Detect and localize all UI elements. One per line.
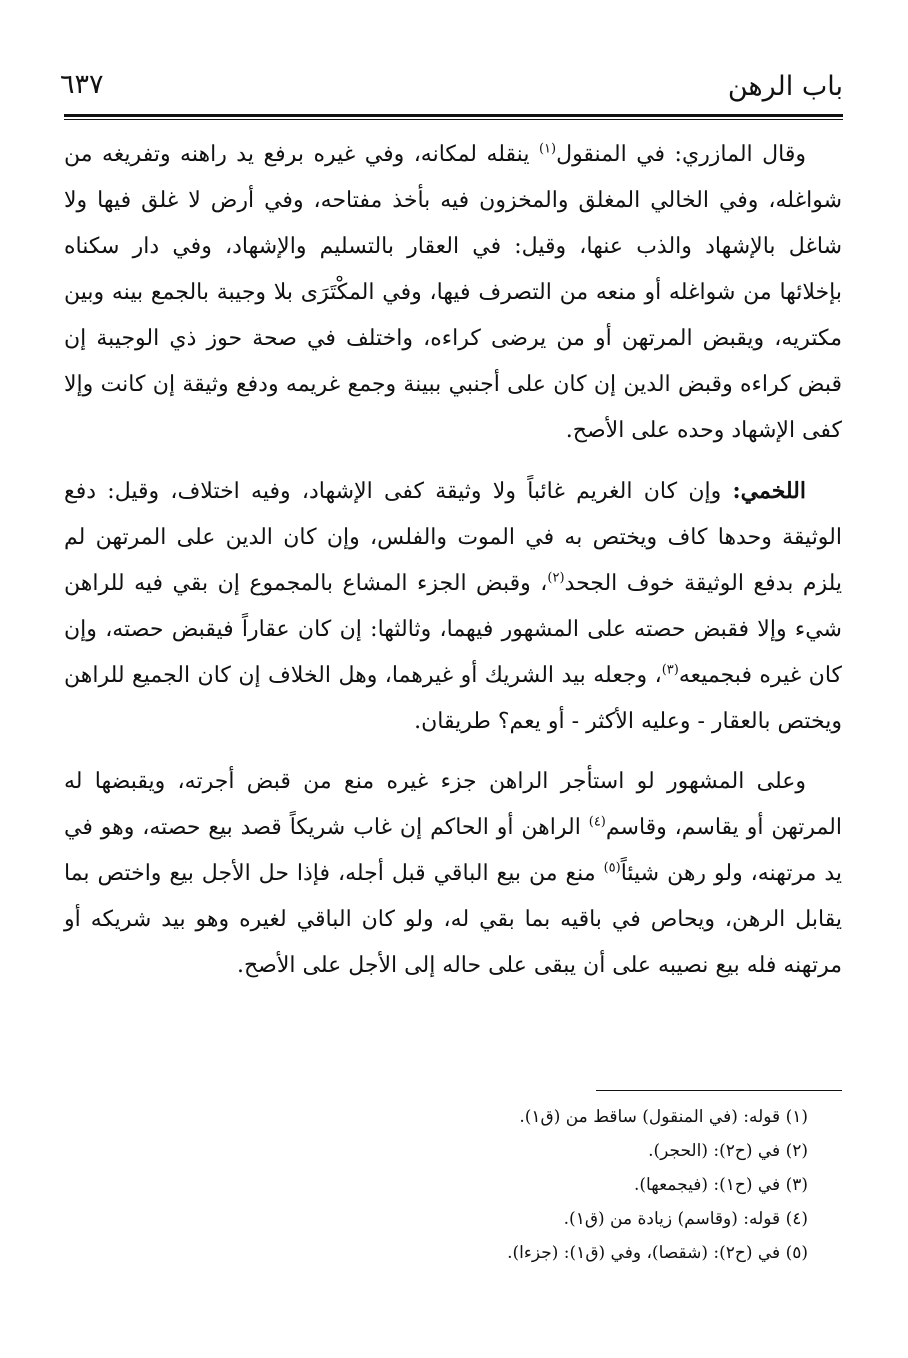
paragraph-2-text-b: ، وقبض الجزء المشاع بالمجموع إن بقي فيه للراهن شيء وإلا فقبض حصته على المشهور فيهما، وثالثها: إن كان عقاراً فيقبض حصته، وإن كان غيره فبجميعه: [64, 571, 842, 688]
paragraph-2: [64, 468, 842, 745]
paragraph-2-text-c: ، وجعله بيد الشريك أو غيرهما، وهل الخلاف إن كان الجميع للراهن ويختص بالعقار - وعليه الأكثر - أو يعم؟ طريقان.: [64, 663, 842, 734]
footnote-ref-4[interactable]: (٤): [588, 814, 606, 830]
footnote-5: (٥) في (ح٢): (شقصا)، وفي (ق١): (جزءا).: [507, 1243, 808, 1263]
footnote-ref-5[interactable]: (٥): [603, 860, 621, 876]
footnote-3: (٣) في (ح١): (فيجمعها).: [634, 1175, 808, 1195]
paragraph-3-text-b: الراهن أو الحاكم إن غاب شريكاً قصد بيع حصته، وهو في يد مرتهنه، ولو رهن شيئاً: [64, 815, 842, 886]
footnote-2: (٢) في (ح٢): (الحجر).: [648, 1141, 808, 1161]
footnote-1: (١) قوله: (في المنقول) ساقط من (ق١).: [519, 1107, 808, 1127]
footnote-ref-3[interactable]: (٣): [661, 662, 679, 678]
main-text: [64, 132, 842, 989]
paragraph-2-text-a: وإن كان الغريم غائباً ولا وثيقة كفى الإشهاد، وفيه اختلاف، وقيل: دفع الوثيقة وحدها كاف ويختص به في الموت والفلس، وإن كان الدين على المرتهن لم يلزم بدفع الوثيقة خوف الجحد: [64, 479, 842, 596]
page-number: ٦٣٧: [60, 69, 104, 100]
chapter-title: باب الرهن: [727, 71, 843, 102]
footnotes: [260, 1100, 808, 1270]
paragraph-1-text-b: ينقله لمكانه، وفي غيره برفع يد راهنه وتفريغه من شواغله، وفي الخالي المغلق والمخزون فيه بأخذ مفتاحه، وفي أرض لا غلق فيها ولا شاغل بالإشهاد والذب عنها، وقيل: في العقار بالتسليم والإشهاد، وفي دار سكناه بإخلائها من شواغله أو منعه من التصرف فيها، وفي المكْتَرَى بلا وجيبة بالجمع بينه وبين مكتريه، ويقبض المرتهن أو من يرضى كراءه، واختلف في صحة حوز ذي الوجيبة إن قبض كراءه وقبض الدين إن كان على أجنبي ببينة وجمع غريمه ودفع وثيقة إن كانت وإلا كفى الإشهاد وحده على الأصح.: [64, 142, 842, 443]
paragraph-2-lead: اللخمي:: [732, 478, 806, 504]
running-header: [60, 62, 843, 112]
footnote-4: (٤) قوله: (وقاسم) زيادة من (ق١).: [563, 1209, 808, 1229]
paragraph-3: [64, 759, 842, 989]
paragraph-3-text-a: وعلى المشهور لو استأجر الراهن جزء غيره منع من قبض أجرته، ويقبضها له المرتهن أو يقاسم، وقاسم: [64, 769, 842, 840]
paragraph-1-text-a: وقال المازري: في المنقول: [556, 142, 806, 167]
footnote-ref-1[interactable]: (١): [538, 141, 557, 157]
header-divider: [64, 114, 843, 120]
paragraph-1: [64, 132, 842, 454]
paragraph-3-text-c: منع من بيع الباقي قبل أجله، فإذا حل الأجل بيع واختص بما يقابل الرهن، ويحاص في باقيه بما بقي له، ولو كان الباقي لغيره وهو بيد شريكه أو مرتهنه فله بيع نصيبه على أن يبقى على حاله إلى الأجل على الأصح.: [64, 861, 842, 978]
footnote-ref-2[interactable]: (٢): [547, 570, 565, 586]
footnote-divider: [596, 1090, 842, 1091]
